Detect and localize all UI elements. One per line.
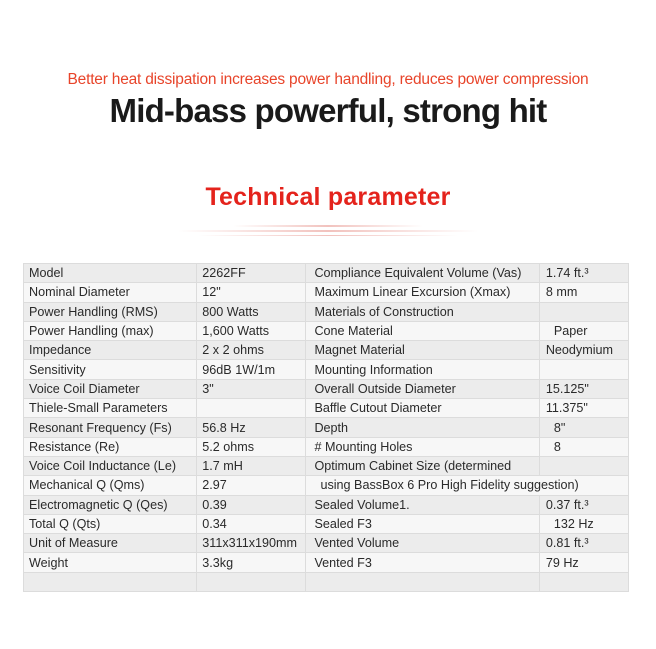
spec-value [539,302,628,321]
spec-value [197,399,306,418]
table-row [24,321,629,340]
spec-value: 8 mm [539,283,628,302]
spec-label: using BassBox 6 Pro High Fidelity suggestion) [306,476,629,495]
spec-value: 0.34 [197,514,306,533]
spec-value: 311x311x190mm [197,534,306,553]
table-row [24,360,629,379]
spec-label: Voice Coil Inductance (Le) [24,456,197,475]
spec-value: 1,600 Watts [197,321,306,340]
spec-label: Model [24,264,197,283]
spec-label: Sealed F3 [306,514,539,533]
spec-value: 8 [539,437,628,456]
spec-value: 0.81 ft.³ [539,534,628,553]
spec-label [24,572,197,591]
table-row [24,572,629,591]
spec-value: 2 x 2 ohms [197,341,306,360]
spec-value: 2262FF [197,264,306,283]
spec-value: 3" [197,379,306,398]
spec-label: Voice Coil Diameter [24,379,197,398]
spec-label: Sealed Volume1. [306,495,539,514]
spec-label: Compliance Equivalent Volume (Vas) [306,264,539,283]
spec-label: Vented Volume [306,534,539,553]
spec-label: Mechanical Q (Qms) [24,476,197,495]
spec-table [23,263,629,592]
spec-value: 15.125" [539,379,628,398]
spec-value: 2.97 [197,476,306,495]
spec-value: 8" [539,418,628,437]
table-row [24,456,629,475]
table-row [24,534,629,553]
spec-value: 79 Hz [539,553,628,572]
table-row [24,495,629,514]
table-row [24,476,629,495]
spec-label: Thiele-Small Parameters [24,399,197,418]
spec-label: Electromagnetic Q (Qes) [24,495,197,514]
spec-value: 96dB 1W/1m [197,360,306,379]
spec-label: # Mounting Holes [306,437,539,456]
spec-label: Resistance (Re) [24,437,197,456]
spec-value: Paper [539,321,628,340]
table-row [24,399,629,418]
spec-value: 132 Hz [539,514,628,533]
table-row [24,302,629,321]
table-row [24,264,629,283]
decorative-divider [170,222,486,242]
spec-value [539,572,628,591]
spec-value: 0.37 ft.³ [539,495,628,514]
table-row [24,341,629,360]
spec-label: Weight [24,553,197,572]
spec-value: 56.8 Hz [197,418,306,437]
spec-value: 3.3kg [197,553,306,572]
section-title: Technical parameter [205,183,451,211]
spec-value: 5.2 ohms [197,437,306,456]
spec-value [197,572,306,591]
spec-label: Optimum Cabinet Size (determined [306,456,539,475]
spec-label: Nominal Diameter [24,283,197,302]
spec-label: Magnet Material [306,341,539,360]
spec-value [539,456,628,475]
spec-label: Sensitivity [24,360,197,379]
spec-label: Impedance [24,341,197,360]
spec-value: 1.7 mH [197,456,306,475]
table-row [24,379,629,398]
spec-label: Depth [306,418,539,437]
table-row [24,283,629,302]
spec-label: Total Q (Qts) [24,514,197,533]
table-row [24,418,629,437]
table-row [24,514,629,533]
spec-label: Power Handling (max) [24,321,197,340]
table-row [24,437,629,456]
spec-label: Power Handling (RMS) [24,302,197,321]
spec-label: Materials of Construction [306,302,539,321]
spec-label: Baffle Cutout Diameter [306,399,539,418]
spec-value: 12" [197,283,306,302]
spec-value: 11.375" [539,399,628,418]
spec-label: Resonant Frequency (Fs) [24,418,197,437]
spec-label: Vented F3 [306,553,539,572]
headline: Mid-bass powerful, strong hit [109,92,547,129]
spec-label: Maximum Linear Excursion (Xmax) [306,283,539,302]
spec-value [539,360,628,379]
spec-label [306,572,539,591]
table-row [24,553,629,572]
spec-label: Unit of Measure [24,534,197,553]
subtitle: Better heat dissipation increases power handling, reduces power compression [67,71,589,88]
spec-label: Cone Material [306,321,539,340]
spec-value: 800 Watts [197,302,306,321]
spec-value: 1.74 ft.³ [539,264,628,283]
spec-value: Neodymium [539,341,628,360]
spec-label: Overall Outside Diameter [306,379,539,398]
spec-label: Mounting Information [306,360,539,379]
spec-value: 0.39 [197,495,306,514]
